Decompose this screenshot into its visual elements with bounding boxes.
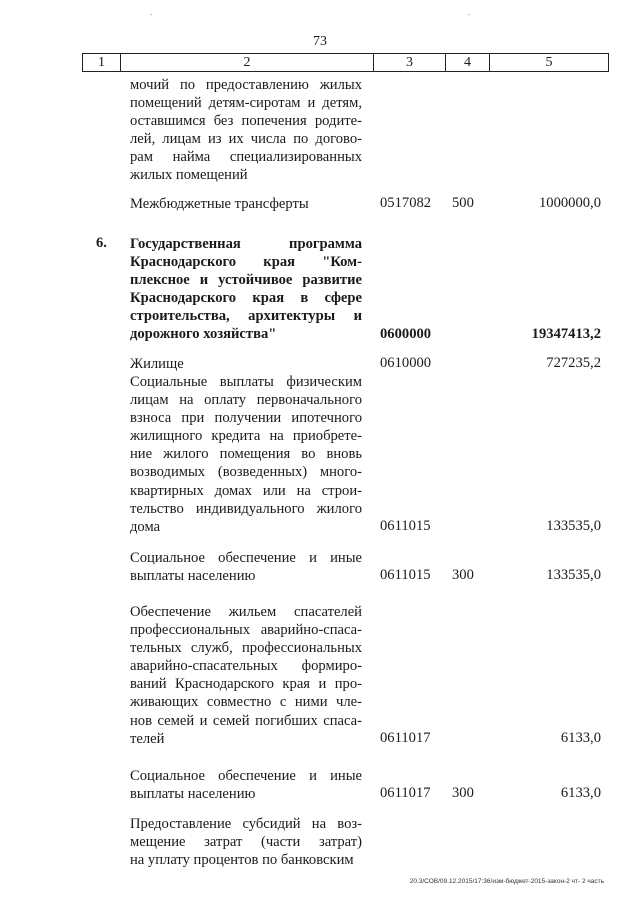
expense-type-code: 500 [452,195,474,211]
classification-code: 0611017 [380,729,431,746]
column-header-1: 1 [83,54,121,71]
description-line: помещений детям-сиротам и детям, [130,95,362,112]
page-number: 73 [313,34,327,49]
scan-speck [468,14,470,15]
classification-code: 0517082 [380,195,432,211]
description-line: выплаты населению [130,786,256,803]
description-line: ние жилого помещения во вновь [130,446,362,463]
description-line: аварийно-спасательных формиро- [130,658,362,675]
description-line: жилищного кредита на приобрете- [130,428,362,445]
amount-value: 133535,0 [546,567,601,584]
amount-value: 133535,0 [546,517,601,534]
description-line: Обеспечение жильем спасателей [130,604,362,620]
column-header-2: 2 [121,54,374,71]
description-line: профессиональных аварийно-спаса- [130,622,362,639]
description-line: Межбюджетные трансферты [130,196,309,212]
scan-speck [150,14,152,15]
description-line: тельство индивидуального жилого [130,500,362,517]
description-line: Социальные выплаты физическим [130,374,362,390]
description-line: Краснодарского края в сфере [130,290,362,307]
description-line: на уплату процентов по банковским [130,852,354,869]
description-line: оставшимся без попечения родите- [130,113,362,130]
description-line: живающих совместно с ними чле- [130,694,362,711]
row-description [130,815,362,869]
description-line: телей [130,730,165,747]
description-line: Краснодарского края "Ком- [130,254,362,271]
description-line: ваний Краснодарского края и про- [130,676,362,693]
description-line: тельных служб, профессиональных [130,640,362,657]
row-description [130,195,362,213]
description-line: Предоставление субсидий на воз- [130,816,362,832]
description-line: дома [130,518,161,535]
description-line: рам найма специализированных [130,149,362,166]
description-line: Государственная программа [130,236,362,252]
classification-code: 0611015 [380,567,431,584]
description-line: жилых помещений [130,167,248,184]
column-header-5: 5 [545,55,553,70]
description-line: дорожного хозяйства" [130,326,277,343]
description-line: Жилище [130,356,184,372]
classification-code: 0600000 [380,325,432,342]
description-line: плексное и устойчивое развитие [130,272,362,289]
amount-value: 1000000,0 [538,195,601,211]
description-line: мещение затрат (части затрат) [130,834,362,851]
classification-code: 0611015 [380,517,431,534]
expense-type-code: 300 [452,785,474,802]
column-header-4: 4 [446,54,490,71]
description-line: выплаты населению [130,568,256,585]
row-description [130,603,362,748]
description-line: взноса при получении ипотечного [130,410,362,427]
expense-type-code: 300 [452,567,474,584]
classification-code: 0610000 [380,355,432,371]
description-line: лей, лицам из их числа по догово- [130,131,362,148]
row-number: 6. [96,235,107,251]
column-header-3: 3 [374,54,446,71]
description-line: возводимых (возведенных) много- [130,464,362,481]
description-line: Социальное обеспечение и иные [130,768,362,784]
amount-value: 19347413,2 [531,325,601,342]
description-line: лицам на оплату первоначального [130,392,362,409]
row-description [130,767,362,803]
classification-code: 0611017 [380,785,431,802]
row-description [130,235,362,344]
amount-value: 727235,2 [546,355,601,371]
description-line: мочий по предоставлению жилых [130,77,362,93]
row-description [130,355,362,373]
row-description [130,549,362,585]
amount-value: 6133,0 [560,729,601,746]
row-description [130,76,362,185]
description-line: нов семей и семей погибших спаса- [130,712,362,729]
amount-value: 6133,0 [560,785,601,802]
row-description [130,373,362,536]
description-line: квартирных домах или на строи- [130,482,362,499]
document-footer-stamp: 20.3/СОВ/09.12.2015/17:36/изм-бюджет-2015-закон-2 чт- 2 часть [409,878,604,885]
description-line: строительства, архитектуры и [130,308,362,325]
description-line: Социальное обеспечение и иные [130,550,362,566]
